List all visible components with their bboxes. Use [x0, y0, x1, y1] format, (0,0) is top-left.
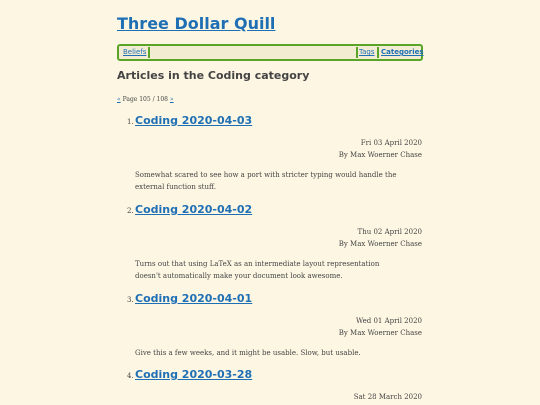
prev-page-link[interactable]: «: [117, 96, 121, 103]
article-summary: Somewhat scared to see how a port with stricter typing would handle the external function stuff.: [135, 171, 397, 191]
next-page-link[interactable]: »: [169, 96, 174, 103]
article-title-link[interactable]: Coding 2020-04-01: [135, 292, 253, 305]
article-author: By Max Woerner Chase: [338, 151, 422, 159]
nav-bar: [117, 44, 423, 61]
nav-link-beliefs[interactable]: Beliefs: [123, 48, 147, 56]
article-author: By Max Woerner Chase: [338, 240, 422, 248]
article-date: Fri 03 April 2020: [360, 139, 422, 147]
nav-link-tags[interactable]: Tags: [359, 48, 375, 56]
article-title-link[interactable]: Coding 2020-04-02: [135, 203, 253, 216]
article-number: 4.: [127, 372, 134, 380]
pagination: [117, 96, 174, 103]
article-summary: Turns out that using LaTeX as an intermediate layout representation doesn't automatically make your document look awesome.: [135, 260, 380, 280]
article-title-link[interactable]: Coding 2020-03-28: [135, 368, 253, 381]
article-author: By Max Woerner Chase: [338, 329, 422, 337]
nav-separator: [377, 47, 379, 58]
nav-separator: [356, 47, 358, 58]
article-number: 1.: [127, 118, 134, 126]
article-date: Thu 02 April 2020: [357, 228, 422, 236]
article-date: Sat 28 March 2020: [353, 393, 422, 401]
page-heading: Articles in the Coding category: [117, 69, 310, 82]
article-number: 2.: [127, 207, 134, 215]
article-number: 3.: [127, 296, 134, 304]
nav-link-categories[interactable]: Categories: [381, 48, 424, 56]
page-indicator: Page 105 / 108: [122, 96, 168, 103]
article-summary: Give this a few weeks, and it might be usable. Slow, but usable.: [135, 349, 361, 357]
article-title-link[interactable]: Coding 2020-04-03: [135, 114, 253, 127]
nav-separator: [148, 47, 150, 58]
site-title-link[interactable]: Three Dollar Quill: [117, 14, 276, 33]
article-date: Wed 01 April 2020: [355, 317, 422, 325]
